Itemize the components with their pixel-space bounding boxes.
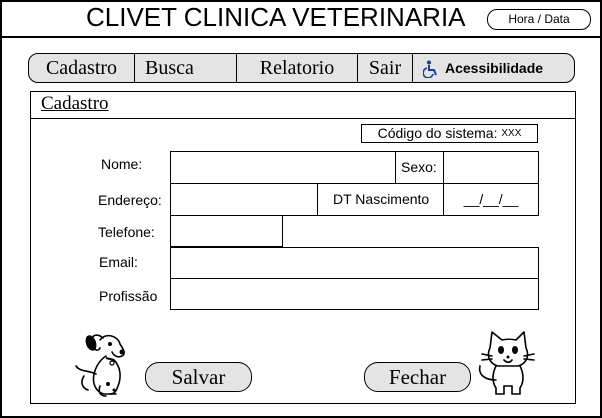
telefone-input[interactable] [171, 216, 282, 246]
profissao-field[interactable] [170, 278, 539, 310]
menu-item-relatorio[interactable]: Relatorio [237, 54, 358, 82]
system-code-value: XXX [501, 128, 522, 139]
sexo-field[interactable] [443, 151, 539, 184]
telefone-label: Telefone: [98, 224, 155, 240]
dog-icon [70, 330, 136, 400]
nome-input[interactable] [171, 152, 395, 183]
app-title: CLIVET CLINICA VETERINARIA [86, 2, 466, 32]
datetime-button[interactable]: Hora / Data [487, 9, 591, 30]
menu-item-sair[interactable]: Sair [358, 54, 413, 82]
menu-item-busca[interactable]: Busca [135, 54, 237, 82]
nascimento-value: __/__/__ [463, 191, 519, 207]
telefone-field[interactable] [170, 215, 283, 247]
wheelchair-icon [423, 60, 439, 78]
sexo-label: Sexo: [401, 159, 437, 175]
nome-label: Nome: [101, 156, 143, 172]
accessibility-button[interactable] [413, 54, 573, 82]
profissao-label: Profissão [99, 288, 158, 304]
form-title-divider [31, 118, 575, 119]
email-label: Email: [99, 254, 138, 270]
accessibility-label: Acessibilidade [445, 60, 544, 76]
close-button[interactable]: Fechar [364, 362, 471, 392]
endereco-field[interactable] [170, 183, 318, 216]
endereco-input[interactable] [171, 184, 317, 215]
system-code [361, 124, 538, 143]
nascimento-label: DT Nascimento [333, 191, 430, 207]
cat-icon [474, 328, 540, 398]
form-title: Cadastro [41, 93, 109, 114]
endereco-label: Endereço: [98, 192, 162, 208]
system-code-label: Código do sistema: [377, 125, 498, 141]
email-input[interactable] [171, 248, 538, 278]
nascimento-field[interactable] [443, 183, 539, 216]
main-menu [28, 53, 575, 83]
nome-field[interactable] [170, 151, 396, 184]
menu-item-cadastro[interactable]: Cadastro [29, 54, 135, 82]
sexo-label-cell [395, 151, 444, 184]
email-field[interactable] [170, 247, 539, 279]
header-divider [0, 36, 602, 38]
save-button[interactable]: Salvar [145, 362, 252, 392]
profissao-input[interactable] [171, 279, 538, 309]
sexo-input[interactable] [444, 152, 538, 183]
nascimento-label-cell [317, 183, 444, 216]
